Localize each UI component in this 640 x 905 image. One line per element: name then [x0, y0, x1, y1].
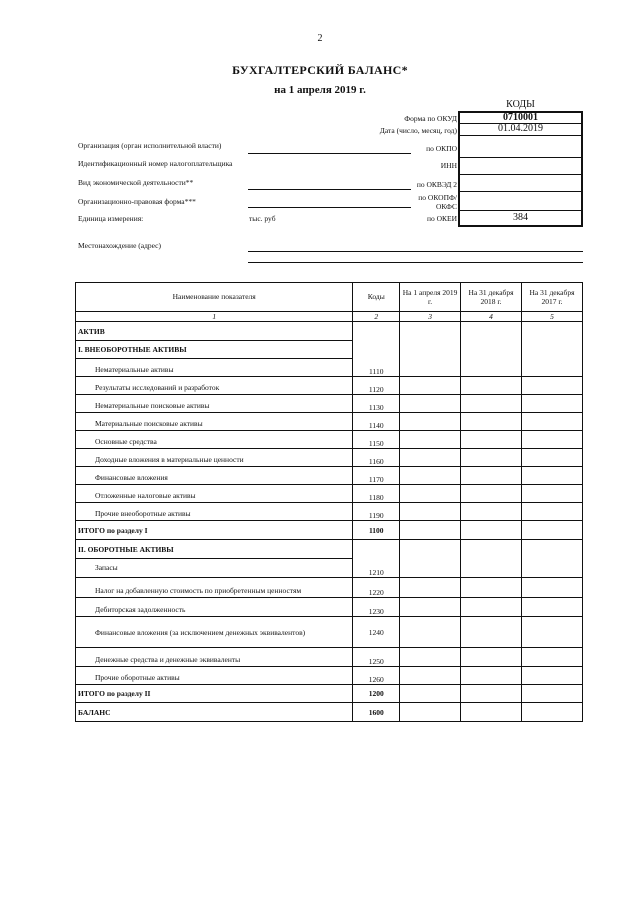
row-code: 1130 — [353, 395, 400, 413]
balance-row — [76, 703, 583, 722]
okpo-box[interactable] — [458, 136, 583, 158]
okpo-label: по ОКПО — [426, 144, 457, 153]
row-name: Налог на добавленную стоимость по приобретенным ценностям — [76, 578, 353, 598]
org-label: Организация (орган исполнительной власти) — [78, 141, 222, 150]
value-cell[interactable] — [400, 485, 461, 503]
unit-value: тыс. руб — [249, 214, 276, 223]
value-cell[interactable] — [400, 540, 461, 578]
section1-title: I. ВНЕОБОРОТНЫЕ АКТИВЫ — [76, 341, 353, 359]
table-row — [76, 413, 583, 431]
row-name: Результаты исследований и разработок — [76, 377, 353, 395]
table-row — [76, 617, 583, 648]
value-cell[interactable] — [400, 648, 461, 667]
codes-header: КОДЫ — [506, 99, 535, 110]
value-cell[interactable] — [522, 648, 583, 667]
table-row — [76, 377, 583, 395]
table-row — [76, 467, 583, 485]
table-row — [76, 449, 583, 467]
date-value: 01.04.2019 — [498, 123, 543, 134]
table-row — [76, 598, 583, 617]
row-name: Прочие внеоборотные активы — [76, 503, 353, 521]
value-cell[interactable] — [400, 617, 461, 648]
okved-label: по ОКВЭД 2 — [416, 180, 457, 189]
value-cell[interactable] — [522, 449, 583, 467]
row-name: Дебиторская задолженность — [76, 598, 353, 617]
section2-total-label: ИТОГО по разделу II — [76, 685, 353, 703]
value-cell[interactable] — [522, 503, 583, 521]
value-cell[interactable] — [461, 648, 522, 667]
row-code: 1170 — [353, 467, 400, 485]
row-name: Прочие оборотные активы — [76, 667, 353, 685]
row-name: Доходные вложения в материальные ценности — [76, 449, 353, 467]
value-cell[interactable] — [461, 413, 522, 431]
value-cell[interactable] — [400, 467, 461, 485]
value-cell[interactable] — [461, 598, 522, 617]
activity-line[interactable] — [248, 189, 411, 190]
value-cell[interactable] — [461, 503, 522, 521]
value-cell[interactable] — [522, 617, 583, 648]
total-row — [76, 521, 583, 540]
row-name: Денежные средства и денежные эквиваленты — [76, 648, 353, 667]
row-code: 1120 — [353, 377, 400, 395]
value-cell[interactable] — [400, 413, 461, 431]
col-number: 5 — [522, 312, 583, 322]
row-code: 1250 — [353, 648, 400, 667]
value-cell[interactable] — [461, 578, 522, 598]
value-cell[interactable] — [522, 540, 583, 578]
row-code: 1230 — [353, 598, 400, 617]
section1-total-code: 1100 — [353, 521, 400, 540]
okfs-label: ОКФС — [435, 202, 457, 211]
header-col5: На 31 декабря 2017 г. — [522, 283, 583, 312]
row-name: Нематериальные активы — [76, 359, 353, 377]
okopf-label: по ОКОПФ/ — [418, 193, 457, 202]
value-cell[interactable] — [400, 503, 461, 521]
value-cell[interactable] — [522, 521, 583, 540]
assets-label: АКТИВ — [76, 322, 353, 341]
value-cell[interactable] — [400, 521, 461, 540]
date-box[interactable] — [458, 124, 583, 136]
value-cell[interactable] — [461, 540, 522, 578]
row-code: 1110 — [353, 322, 400, 377]
value-cell[interactable] — [522, 485, 583, 503]
value-cell[interactable] — [400, 431, 461, 449]
balance-table — [75, 282, 583, 722]
row-name: Запасы — [76, 559, 353, 578]
row-name: Отложенные налоговые активы — [76, 485, 353, 503]
value-cell[interactable] — [522, 685, 583, 703]
row-code: 1260 — [353, 667, 400, 685]
value-cell[interactable] — [461, 485, 522, 503]
value-cell[interactable] — [400, 395, 461, 413]
row-name: Материальные поисковые активы — [76, 413, 353, 431]
table-row — [76, 648, 583, 667]
col-number: 4 — [461, 312, 522, 322]
col-number: 3 — [400, 312, 461, 322]
value-cell[interactable] — [400, 449, 461, 467]
address-line-1[interactable] — [248, 251, 583, 252]
okei-box[interactable] — [458, 211, 583, 227]
value-cell[interactable] — [400, 703, 461, 722]
value-cell[interactable] — [522, 598, 583, 617]
row-code: 1220 — [353, 578, 400, 598]
col-number: 1 — [76, 312, 353, 322]
value-cell[interactable] — [522, 322, 583, 377]
row-code: 1210 — [353, 540, 400, 578]
inn-label: ИНН — [440, 161, 457, 170]
table-row — [76, 431, 583, 449]
document-subtitle: на 1 апреля 2019 г. — [274, 84, 366, 96]
table-row — [76, 667, 583, 685]
row-name: Финансовые вложения — [76, 467, 353, 485]
value-cell[interactable] — [522, 431, 583, 449]
value-cell[interactable] — [522, 377, 583, 395]
total-row — [76, 685, 583, 703]
value-cell[interactable] — [461, 431, 522, 449]
row-code: 1180 — [353, 485, 400, 503]
okei-label: по ОКЕИ — [426, 214, 457, 223]
col-number: 2 — [353, 312, 400, 322]
okud-label: Форма по ОКУД — [404, 114, 457, 123]
date-label: Дата (число, месяц, год) — [379, 126, 457, 135]
address-label: Местонахождение (адрес) — [78, 241, 162, 250]
header-col3: На 1 апреля 2019 г. — [400, 283, 461, 312]
header-col4: На 31 декабря 2018 г. — [461, 283, 522, 312]
table-header-row — [76, 283, 583, 312]
row-code: 1150 — [353, 431, 400, 449]
document-title: БУХГАЛТЕРСКИЙ БАЛАНС* — [232, 63, 408, 77]
column-numbers-row — [76, 312, 583, 322]
row-code: 1140 — [353, 413, 400, 431]
value-cell[interactable] — [461, 667, 522, 685]
header-name: Наименование показателя — [76, 283, 353, 312]
section2-total-code: 1200 — [353, 685, 400, 703]
value-cell[interactable] — [522, 578, 583, 598]
value-cell[interactable] — [461, 322, 522, 377]
row-name: Нематериальные поисковые активы — [76, 395, 353, 413]
value-cell[interactable] — [461, 703, 522, 722]
legal-form-line[interactable] — [248, 207, 411, 208]
value-cell[interactable] — [522, 413, 583, 431]
value-cell[interactable] — [461, 685, 522, 703]
okei-value: 384 — [513, 212, 528, 223]
value-cell[interactable] — [400, 578, 461, 598]
inn-name-label: Идентификационный номер налогоплательщика — [78, 159, 233, 168]
section1-total-label: ИТОГО по разделу I — [76, 521, 353, 540]
table-row — [76, 395, 583, 413]
value-cell[interactable] — [400, 685, 461, 703]
section2-title: II. ОБОРОТНЫЕ АКТИВЫ — [76, 540, 353, 559]
activity-label: Вид экономической деятельности** — [78, 178, 194, 187]
value-cell[interactable] — [522, 395, 583, 413]
table-row — [76, 503, 583, 521]
value-cell[interactable] — [400, 377, 461, 395]
assets-row — [76, 322, 583, 341]
header-code: Коды — [353, 283, 400, 312]
row-name: Основные средства — [76, 431, 353, 449]
balance-label: БАЛАНС — [76, 703, 353, 722]
okud-value: 0710001 — [503, 112, 538, 123]
section-title-row — [76, 540, 583, 559]
value-cell[interactable] — [461, 395, 522, 413]
value-cell[interactable] — [461, 377, 522, 395]
balance-code: 1600 — [353, 703, 400, 722]
row-code: 1160 — [353, 449, 400, 467]
value-cell[interactable] — [461, 467, 522, 485]
value-cell[interactable] — [522, 703, 583, 722]
okopf-box[interactable] — [458, 192, 583, 211]
value-cell[interactable] — [461, 617, 522, 648]
row-code: 1190 — [353, 503, 400, 521]
value-cell[interactable] — [461, 449, 522, 467]
inn-box[interactable] — [458, 158, 583, 175]
row-code: 1240 — [353, 617, 400, 648]
org-line[interactable] — [248, 153, 411, 154]
value-cell[interactable] — [400, 322, 461, 377]
value-cell[interactable] — [400, 598, 461, 617]
value-cell[interactable] — [522, 667, 583, 685]
row-name: Финансовые вложения (за исключением денежных эквивалентов) — [76, 617, 353, 648]
table-row — [76, 485, 583, 503]
legal-form-label: Организационно-правовая форма*** — [78, 197, 196, 206]
value-cell[interactable] — [461, 521, 522, 540]
unit-label: Единица измерения: — [78, 214, 144, 223]
page-number: 2 — [317, 33, 323, 44]
table-row — [76, 578, 583, 598]
okved-box[interactable] — [458, 175, 583, 192]
value-cell[interactable] — [522, 467, 583, 485]
value-cell[interactable] — [400, 667, 461, 685]
address-line-2[interactable] — [248, 262, 583, 263]
